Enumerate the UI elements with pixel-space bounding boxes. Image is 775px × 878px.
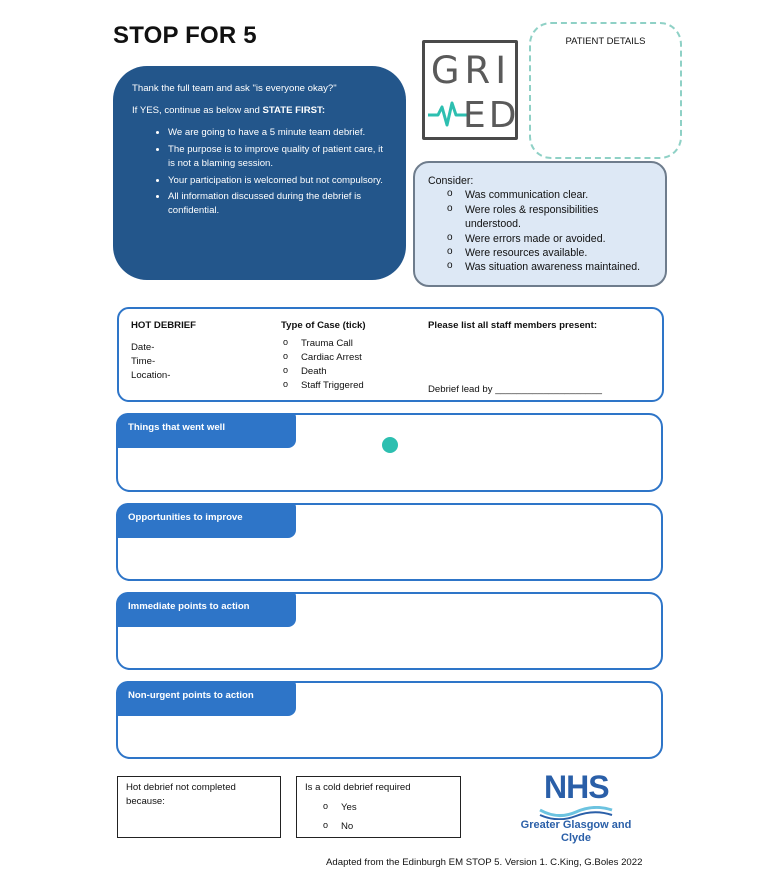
section-non-urgent-actions[interactable] <box>116 681 663 759</box>
consider-item: o Were errors made or avoided. <box>447 232 655 246</box>
consider-list <box>428 188 655 274</box>
patient-details-box[interactable] <box>529 22 682 159</box>
consider-item: o Were roles & responsibilities understood. <box>447 203 655 232</box>
nhs-region: Greater Glasgow and Clyde <box>520 819 632 844</box>
section-tab-label: Opportunities to improve <box>116 503 296 538</box>
cold-debrief-yes[interactable]: o Yes <box>323 799 452 817</box>
cold-debrief-options <box>305 799 452 835</box>
consider-box <box>413 161 667 287</box>
case-type-option[interactable]: o Trauma Call <box>281 337 364 351</box>
heartbeat-icon <box>428 99 468 129</box>
intro-bullet: • We are going to have a 5 minute team debrief. <box>168 126 392 140</box>
section-opportunities[interactable] <box>116 503 663 581</box>
date-field-label: Date- <box>131 342 155 353</box>
logo-text-bottom: ED <box>463 95 520 136</box>
logo-text-top: GRI <box>430 49 512 92</box>
not-completed-box[interactable] <box>117 776 281 838</box>
consider-item: o Was communication clear. <box>447 188 655 202</box>
section-immediate-actions[interactable] <box>116 592 663 670</box>
nhs-logo <box>520 766 632 848</box>
intro-bullet: • Your participation is welcomed but not compulsory. <box>168 174 392 188</box>
section-tab-label: Non-urgent points to action <box>116 681 296 716</box>
intro-line-2-bold: STATE FIRST: <box>262 104 326 116</box>
location-field-label: Location- <box>131 369 171 381</box>
consider-item: o Were resources available. <box>447 246 655 260</box>
case-type-list <box>281 337 364 393</box>
cold-debrief-no[interactable]: o No <box>323 818 452 836</box>
section-tab-label: Immediate points to action <box>116 592 296 627</box>
intro-line-2-text: If YES, continue as below and <box>132 104 263 116</box>
time-field-label: Time- <box>131 355 156 367</box>
nhs-logo-text: NHS <box>544 769 609 805</box>
teal-dot-marker <box>382 437 398 453</box>
consider-item: o Was situation awareness maintained. <box>447 260 655 274</box>
case-type-option[interactable]: o Cardiac Arrest <box>281 351 364 365</box>
intro-bullet-list <box>132 126 392 218</box>
intro-instructions-box <box>113 66 406 280</box>
consider-heading: Consider: <box>428 175 474 187</box>
cold-debrief-question: Is a cold debrief required <box>305 782 411 793</box>
intro-line-1: Thank the full team and ask "is everyone okay?" <box>132 83 337 94</box>
wave-icon <box>538 806 614 820</box>
footer-credit: Adapted from the Edinburgh EM STOP 5. Version 1. C.King, G.Boles 2022 <box>326 857 643 868</box>
intro-line-2 <box>132 104 392 118</box>
case-type-heading: Type of Case (tick) <box>281 320 366 331</box>
case-type-option[interactable]: o Staff Triggered <box>281 379 364 393</box>
section-tab-label: Things that went well <box>116 413 296 448</box>
intro-bullet: • All information discussed during the debrief is confidential. <box>168 190 392 218</box>
cold-debrief-box <box>296 776 461 838</box>
hot-debrief-fields <box>131 341 170 383</box>
hot-debrief-heading: HOT DEBRIEF <box>131 320 197 331</box>
not-completed-label: Hot debrief not completed because: <box>126 782 236 808</box>
hot-debrief-box[interactable] <box>117 307 664 402</box>
staff-present-heading: Please list all staff members present: <box>428 320 598 331</box>
debrief-lead-field[interactable]: Debrief lead by ____________________ <box>428 384 602 395</box>
patient-details-label: PATIENT DETAILS <box>565 36 646 47</box>
gri-ed-logo <box>422 40 518 140</box>
intro-bullet: • The purpose is to improve quality of patient care, it is not a blaming session. <box>168 143 392 171</box>
page-title: STOP FOR 5 <box>113 22 257 49</box>
case-type-option[interactable]: o Death <box>281 365 364 379</box>
